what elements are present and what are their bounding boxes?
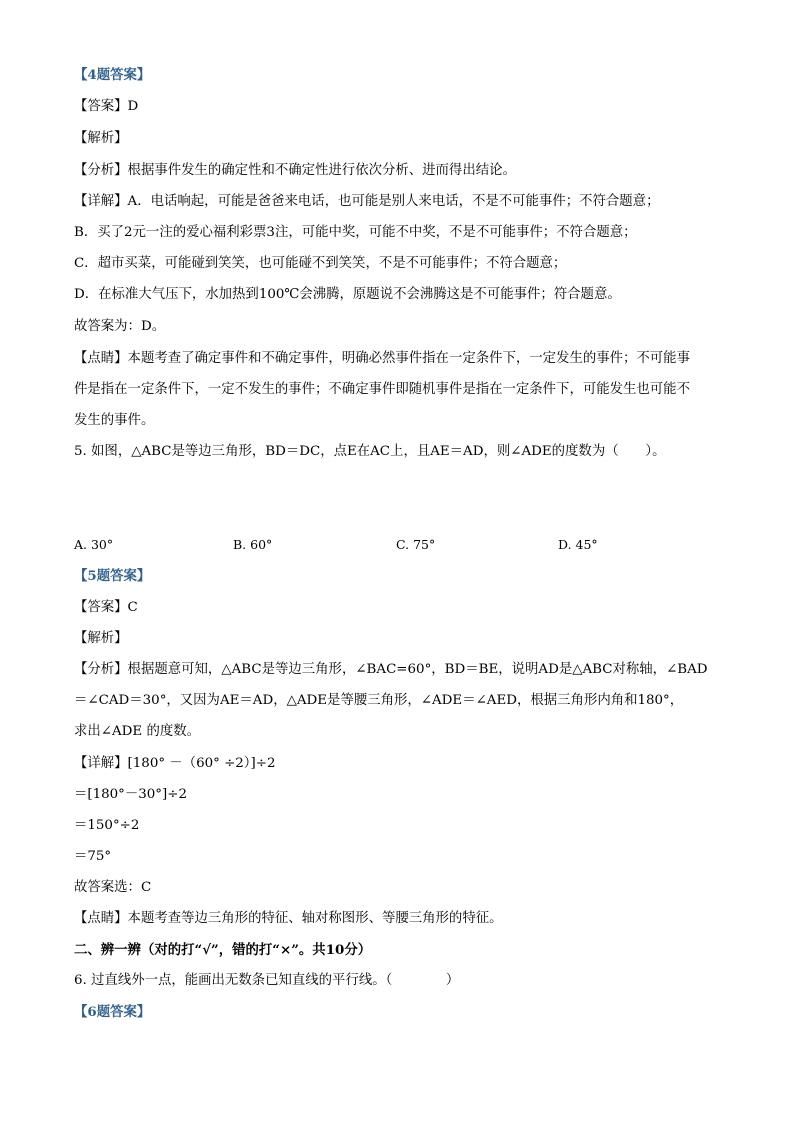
analysis-line: 【分析】根据题意可知，△ABC是等边三角形，∠BAC=60°，BD＝BE，说明AD是△ABC对称轴，∠BAD: [74, 662, 708, 677]
analysis-heading: 【解析】: [74, 631, 128, 646]
detail-line: B．买了2元一注的爱心福利彩票3注，可能中奖，可能不中奖，不是不可能事件；不符合题意；: [74, 225, 637, 240]
calc-line: ＝75°: [74, 849, 112, 864]
answer-heading-5: 【5题答案】: [74, 568, 151, 584]
question-5: 5. 如图，△ABC是等边三角形，BD＝DC，点E在AC上，且AE＝AD，则∠ADE的度数为（ ）。: [74, 444, 666, 459]
analysis-line: 求出∠ADE 的度数。: [74, 724, 201, 739]
detail-line: C．超市买菜，可能碰到笑笑，也可能碰不到笑笑，不是不可能事件；不符合题意；: [74, 256, 567, 271]
detail-line: D．在标准大气压下，水加热到100℃会沸腾，原题说不会沸腾这是不可能事件；符合题意。: [74, 287, 621, 302]
comment-line: 发生的事件。: [74, 413, 155, 428]
analysis-heading: 【解析】: [74, 131, 128, 146]
option-c: C. 75°: [396, 537, 436, 552]
answer-heading-4: 【4题答案】: [74, 67, 151, 83]
comment-line: 【点睛】本题考查了确定事件和不确定事件，明确必然事件指在一定条件下，一定发生的事件；不可能事: [74, 351, 690, 366]
analysis-line: 【分析】根据事件发生的确定性和不确定性进行依次分析、进而得出结论。: [74, 163, 516, 178]
detail-line: 【详解】A．电话响起，可能是爸爸来电话，也可能是别人来电话，不是不可能事件；不符合题意；: [74, 194, 660, 209]
comment-line: 【点睛】本题考查等边三角形的特征、轴对称图形、等腰三角形的特征。: [74, 911, 503, 926]
answer-line: 【答案】C: [74, 600, 138, 615]
option-d: D. 45°: [558, 537, 598, 552]
option-b: B. 60°: [233, 537, 273, 552]
question-6: 6. 过直线外一点，能画出无数条已知直线的平行线。（ ）: [74, 973, 460, 988]
answer-heading-6: 【6题答案】: [74, 1004, 151, 1020]
section-heading: 二、辨一辨（对的打“√”，错的打“×”。共10分）: [74, 942, 372, 958]
conclusion-line: 故答案为：D。: [74, 319, 166, 334]
analysis-line: ＝∠CAD＝30°，又因为AE＝AD，△ADE是等腰三角形，∠ADE＝∠AED，根据三角形内角和180°，: [74, 693, 684, 708]
calc-line: ＝[180°－30°]÷2: [74, 787, 187, 802]
detail-line: 【详解】[180° －（60° ÷2）]÷2: [74, 756, 276, 771]
calc-line: ＝150°÷2: [74, 818, 140, 833]
answer-line: 【答案】D: [74, 99, 139, 114]
comment-line: 件是指在一定条件下，一定不发生的事件；不确定事件即随机事件是指在一定条件下，可能发生也可能不: [74, 382, 690, 397]
option-a: A. 30°: [74, 537, 114, 552]
conclusion-line: 故答案选：C: [74, 880, 152, 895]
